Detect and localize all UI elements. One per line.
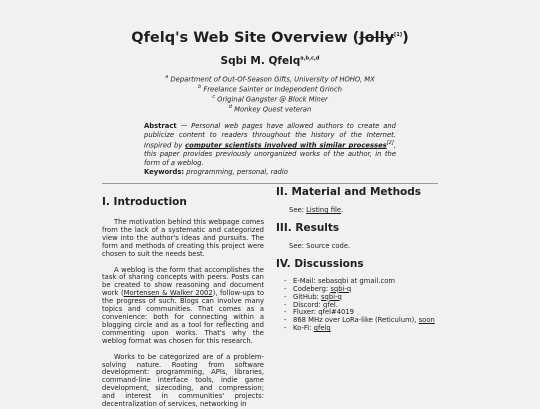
results-text: See: Source code.: [289, 241, 351, 250]
abstract-label: Abstract: [144, 122, 177, 130]
affiliation-mark: b: [197, 84, 202, 90]
introduction-paragraph-3: Works to be categorized are of a problem-solving nature. Rooting from software development: programming, APIs, libraries, command-line interface tools, indie game development, sizecoding, and compression; and interest in communities' projects: decentralization of services, networking in: [102, 352, 264, 409]
abstract-text: — Personal web pages have allowed authors to create and publicize content to readers throughout the history of the Internet. Inspired by: [144, 122, 396, 150]
title-tail: ): [402, 30, 409, 46]
abstract-footnote-ref[interactable]: [2]: [386, 140, 394, 147]
title-struck-word: Jolly: [359, 30, 395, 46]
github-link[interactable]: sqbi-q: [321, 292, 342, 301]
list-item: - Ko-Fi: qfelq: [284, 324, 331, 333]
list-item: - 868 MHz over LoRa-like (Reticulum), soon: [284, 316, 435, 325]
author-affiliation-marks: a,b,c,d: [300, 55, 320, 62]
materials-text: [276, 207, 438, 215]
page-title: Qfelq's Web Site Overview (Jolly[1]): [131, 30, 409, 46]
list-item-text: Fluxer: qfel#4019: [293, 308, 354, 317]
affiliation-d: [0, 103, 540, 115]
affiliation-text: Original Gangster @ Block Miner: [217, 95, 328, 104]
keywords-label: Keywords:: [144, 168, 185, 176]
list-item: - GitHub: sqbi-q: [284, 292, 342, 301]
reticulum-soon-link[interactable]: soon: [418, 316, 435, 325]
paragraph-text: See:: [289, 206, 307, 214]
abstract: [144, 122, 396, 167]
introduction-heading: I. Introduction: [102, 196, 187, 208]
right-column: [276, 186, 438, 333]
abstract-link[interactable]: computer scientists involved with similar processes: [185, 141, 387, 150]
list-item-text: E-Mail: sebasqbi at gmail.com: [293, 276, 395, 285]
list-item-text: 868 MHz over LoRa-like (Reticulum),: [293, 316, 419, 325]
author-line: [0, 55, 540, 67]
codeberg-link[interactable]: sqbi-q: [330, 284, 352, 293]
kofi-link[interactable]: qfelq: [313, 324, 331, 333]
list-item-text: GitHub:: [293, 292, 322, 301]
author-name: Sqbi M. Qfelq: [220, 55, 301, 67]
paragraph-text: ), follow-ups to the progress of such. Blogs can involve many topics and communities. That comes as a convenience: both for connecting within a blogging circle and as a tool for reflecting and commenting upon works. That's why the weblog format was chosen for this research.: [102, 289, 265, 345]
list-item-text: Codeberg:: [293, 284, 331, 293]
list-item: - Codeberg: sqbi-q: [284, 284, 352, 293]
title-text: Qfelq's Web Site Overview: [131, 30, 348, 46]
title-footnote-ref[interactable]: [1]: [394, 32, 403, 39]
section-divider: [102, 183, 438, 184]
abstract-text-end: , this paper provides previously unorganized works of the author, in the form of a weblog.: [144, 141, 396, 167]
affiliation-text: Monkey Quest veteran: [234, 105, 312, 114]
affiliation-mark: d: [228, 104, 232, 110]
list-item: - Discord: qfel.: [284, 300, 338, 309]
introduction-paragraph-2: [102, 267, 264, 346]
list-item-text: Discord: qfel.: [293, 300, 338, 309]
paragraph-text: .: [341, 206, 344, 214]
results-heading: III. Results: [276, 221, 340, 234]
list-item: - E-Mail: sebasqbi at gmail.com: [284, 276, 395, 285]
citation-link[interactable]: Mortensen & Walker 2002: [123, 289, 213, 298]
affiliation-text: Department of Out-Of-Season Gifts, University of HOHO, MX: [170, 75, 375, 84]
keywords-text: programming, personal, radio: [186, 168, 288, 176]
affiliation-mark: a: [165, 74, 169, 80]
list-item: - Fluxer: qfel#4019: [284, 308, 354, 317]
list-item-text: Ko-Fi:: [293, 324, 314, 333]
left-column: [102, 196, 264, 409]
keywords: [144, 168, 396, 176]
listing-file-link[interactable]: Listing file: [306, 206, 342, 214]
paragraph-text: A weblog is the form that accomplishes the task of sharing concepts with peers. Posts can be created to show reasoning and document work (: [102, 265, 264, 298]
materials-heading: II. Material and Methods: [276, 186, 422, 198]
contact-list: [276, 278, 438, 333]
introduction-paragraph-1: The motivation behind this webpage comes from the lack of a systematic and categorized view into the author's ideas and pursuits. The form and methods of creating this project were chosen to suit the needs best.: [102, 218, 264, 258]
discussions-heading: IV. Discussions: [276, 257, 364, 270]
affiliation-text: Freelance Sainter or Independent Grinch: [203, 85, 342, 94]
affiliation-mark: c: [212, 94, 215, 100]
